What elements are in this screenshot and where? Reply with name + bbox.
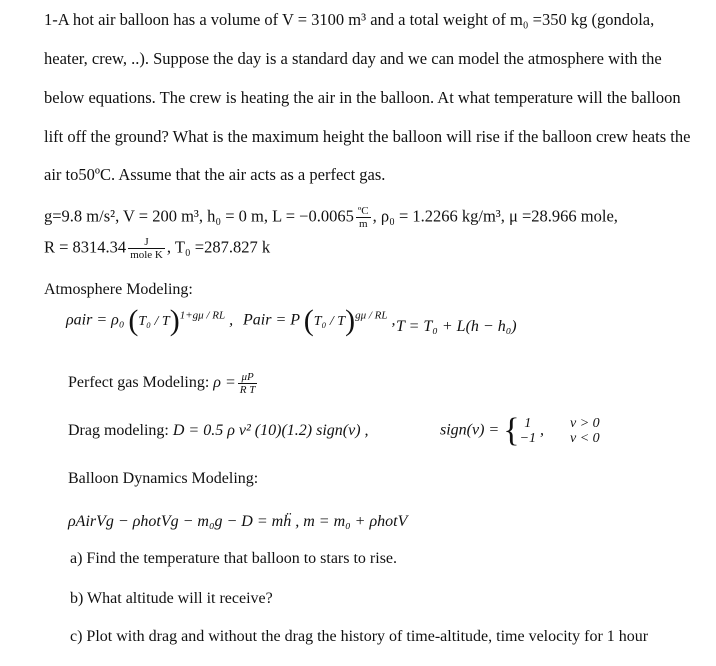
density-ratio (138, 314, 169, 329)
sign-function: sign(v) = { 1 −1 , v > 0 v < 0 (440, 412, 600, 449)
perfect-gas-den: R T (239, 384, 256, 396)
gas-unit-den: mole K (130, 249, 163, 261)
density-ratio-text: T₀ / T (138, 313, 170, 329)
perfect-gas-fraction (238, 371, 258, 396)
condition-bottom: v < 0 (570, 431, 600, 446)
lapse-unit-den: m (358, 218, 368, 230)
perfect-gas-label: Perfect gas Modeling: (68, 374, 210, 392)
question-c: c) Plot with drag and without the drag the history of time-altitude, time velocity for 1 hour (70, 628, 649, 645)
gas-unit-num: J (128, 236, 165, 249)
lapse-unit (356, 205, 371, 230)
constants-text-1b: , ρ₀ = 1.2266 kg/m³, μ =28.966 mole, (372, 206, 618, 226)
problem-line-5: air to50ºC. Assume that the air acts as a perfect gas. (44, 165, 386, 184)
perfect-gas-lhs: ρ = (213, 374, 236, 392)
sign-conditions (570, 416, 600, 446)
dynamics-equation: ρAirVg − ρhotVg − m₀g − D = mḧ , m = m₀ + ρhotV (68, 513, 408, 530)
sign-values (520, 416, 536, 446)
problem-line-3: below equations. The crew is heating the air in the balloon. At what temperature will the balloon (44, 88, 681, 107)
perfect-gas-section (68, 371, 259, 396)
perfect-gas-num: μP (238, 371, 258, 384)
sign-lhs: sign(v) = (440, 421, 500, 439)
question-a: a) Find the temperature that balloon to stars to rise. (70, 550, 398, 567)
density-exponent: 1+gμ / RL (179, 309, 226, 322)
pressure-equation: Pair = P (T₀ / T)$^{g\mu / RL}$ , (243, 304, 396, 337)
density-lhs: ρair = ρ₀ (66, 311, 125, 329)
drag-section (68, 422, 369, 440)
problem-line-4: lift off the ground? What is the maximum height the balloon will rise if the balloon crew heats the (44, 127, 691, 146)
question-b: b) What altitude will it receive? (70, 590, 273, 607)
temperature-equation: T = T₀ + L(h − h₀) (396, 318, 517, 335)
pressure-ratio (314, 314, 345, 329)
constants-line-2 (44, 236, 270, 261)
sign-top: 1 (524, 416, 532, 431)
constants-text-1: g=9.8 m/s², V = 200 m³, h₀ = 0 m, L = −0.0065 (44, 206, 354, 226)
drag-label: Drag modeling: (68, 422, 169, 439)
constants-text-2: R = 8314.34 (44, 237, 127, 257)
pressure-lhs: Pair = P (243, 311, 300, 329)
atmosphere-heading: Atmosphere Modeling: (44, 281, 193, 298)
sign-bottom: −1 (519, 431, 537, 446)
condition-top: v > 0 (570, 416, 600, 431)
constants-text-2b: , T₀ =287.827 k (166, 237, 271, 257)
gas-constant-unit (128, 236, 165, 261)
problem-line-2: heater, crew, ..). Suppose the day is a standard day and we can model the atmosphere with the (44, 49, 662, 68)
constants-line-1 (44, 205, 618, 230)
drag-equation: D = 0.5 ρ v² (10)(1.2) sign(v) , (172, 422, 369, 439)
dynamics-heading: Balloon Dynamics Modeling: (68, 470, 259, 487)
problem-line-1: 1-A hot air balloon has a volume of V = 3100 m³ and a total weight of m₀ =350 kg (gondola, (44, 10, 655, 29)
lapse-unit-num: ºC (357, 205, 369, 217)
density-equation: ρair = ρ₀ (T₀ / T)$^{1+g\mu / RL}$ , (66, 304, 234, 337)
pressure-exponent: gμ / RL (355, 309, 388, 322)
pressure-ratio-text: T₀ / T (313, 313, 346, 329)
